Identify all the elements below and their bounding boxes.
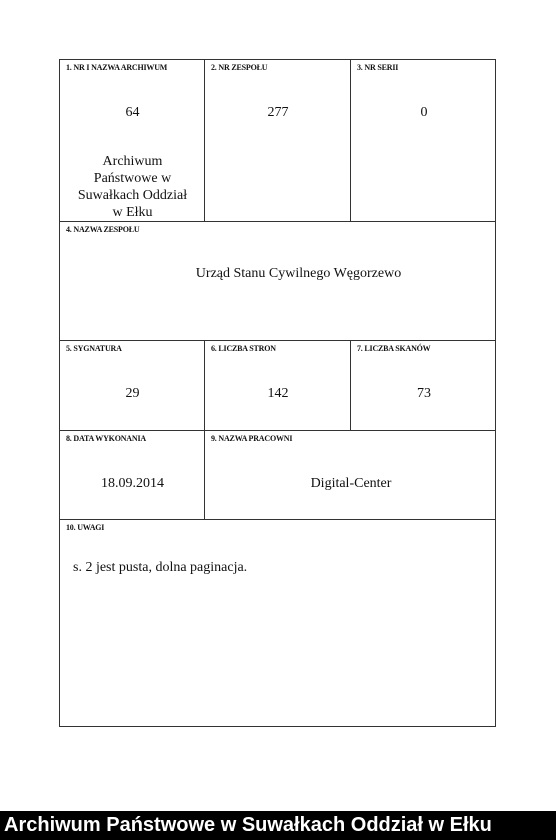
signature-value: 29: [125, 386, 140, 401]
archive-number: 64: [125, 105, 140, 120]
footer-banner: [0, 811, 556, 840]
series-number-value: 0: [420, 105, 428, 120]
divider: [60, 221, 495, 222]
fonds-name-value: Urząd Stanu Cywilnego Węgorzewo: [195, 266, 402, 281]
label-studio: 9. NAZWA PRACOWNI: [211, 434, 293, 443]
archive-name: Archiwum Państwowe w Suwałkach Oddział w Ełku: [77, 154, 188, 220]
notes-value: s. 2 jest pusta, dolna paginacja.: [73, 560, 248, 575]
divider: [60, 519, 495, 520]
date-value: 18.09.2014: [101, 476, 164, 491]
divider: [204, 341, 205, 520]
scans-value: 73: [417, 386, 431, 401]
cell-fonds-number: [205, 60, 351, 222]
label-fonds-number: 2. NR ZESPOŁU: [211, 63, 268, 72]
divider: [350, 341, 351, 431]
cell-scans: [351, 341, 497, 431]
label-date: 8. DATA WYKONANIA: [66, 434, 146, 443]
pages-value: 142: [267, 386, 289, 401]
fonds-number-value: 277: [267, 105, 289, 120]
cell-signature: [60, 341, 205, 431]
cell-notes: [60, 520, 497, 728]
label-scans: 7. LICZBA SKANÓW: [357, 344, 431, 353]
label-notes: 10. UWAGI: [66, 523, 105, 532]
label-fonds-name: 4. NAZWA ZESPOŁU: [66, 225, 140, 234]
footer-text: Archiwum Państwowe w Suwałkach Oddział w Ełku: [4, 814, 492, 836]
divider: [60, 430, 495, 431]
divider: [350, 60, 351, 222]
label-archive: 1. NR I NAZWA ARCHIWUM: [66, 63, 168, 72]
studio-value: Digital-Center: [310, 476, 392, 491]
metadata-card: [59, 59, 496, 727]
cell-date: [60, 431, 205, 520]
cell-series-number: [351, 60, 497, 222]
cell-studio: [205, 431, 497, 520]
cell-archive: [60, 60, 205, 222]
divider: [60, 340, 495, 341]
cell-fonds-name: [60, 222, 497, 341]
cell-pages: [205, 341, 351, 431]
label-series-number: 3. NR SERII: [357, 63, 399, 72]
label-pages: 6. LICZBA STRON: [211, 344, 276, 353]
label-signature: 5. SYGNATURA: [66, 344, 122, 353]
divider: [204, 60, 205, 222]
